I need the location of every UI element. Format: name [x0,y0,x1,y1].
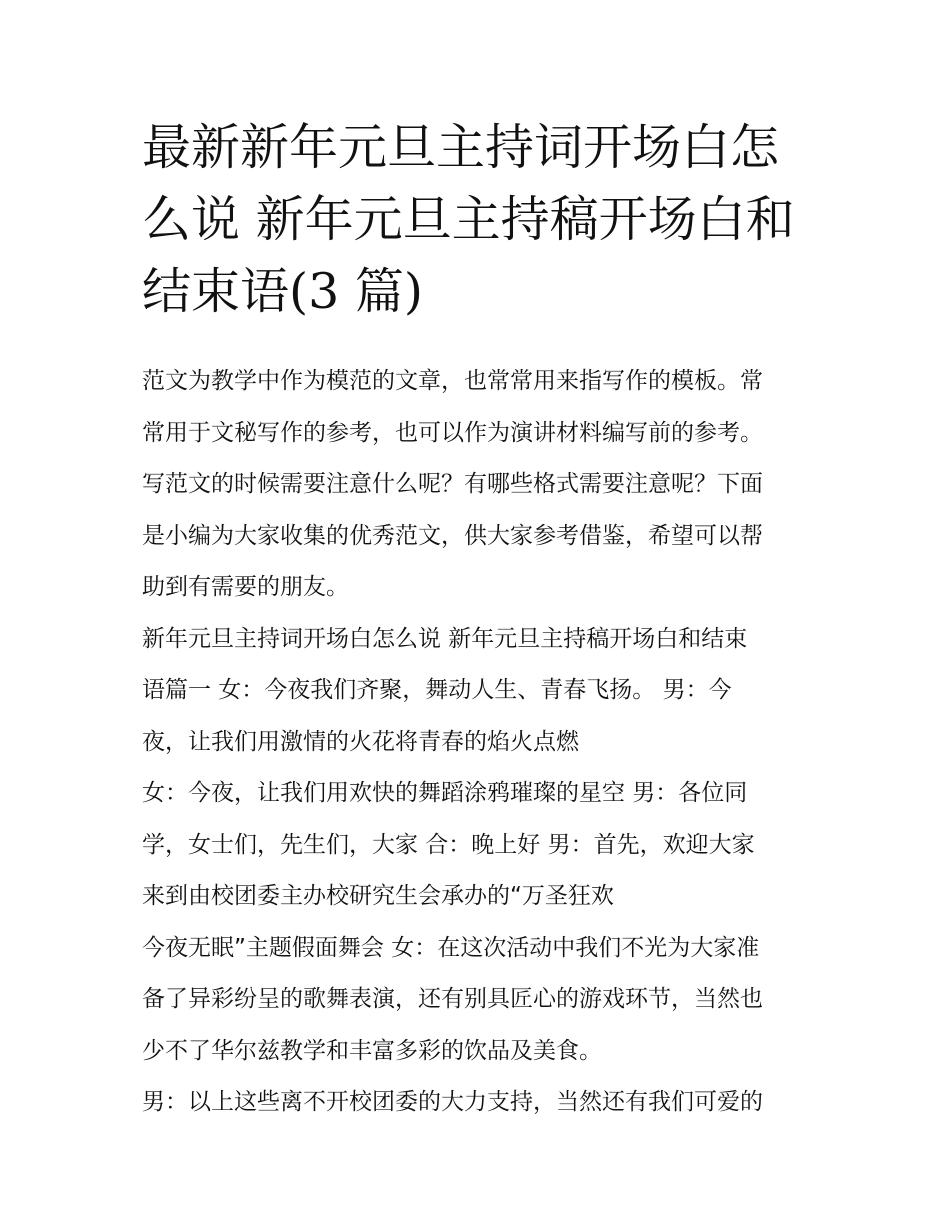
body-line: 语篇一 女：今夜我们齐聚，舞动人生、青春飞扬。 男：今 [142,677,732,703]
document-body [142,356,822,1129]
body-line: 备了异彩纷呈的歌舞表演，还有别具匠心的游戏环节，当然也 [142,986,763,1012]
title-line-2: 么说 新年元旦主持稿开场白和 [142,191,795,248]
body-line: 今夜无眠”主题假面舞会 女：在这次活动中我们不光为大家准 [142,934,760,961]
body-line: 新年元旦主持词开场白怎么说 新年元旦主持稿开场白和结束 [142,625,748,652]
body-line: 助到有需要的朋友。 [142,574,349,600]
title-line-1: 最新新年元旦主持词开场白怎 [142,119,780,176]
body-line: 来到由校团委主办校研究生会承办的“万圣狂欢 [142,883,614,909]
body-line: 夜，让我们用激情的火花将青春的焰火点燃 [142,728,579,755]
body-line: 范文为教学中作为模范的文章，也常常用来指写作的模板。常 [142,368,763,394]
title-line-3: 结束语(3 篇) [142,263,423,320]
body-line: 男：以上这些离不开校团委的大力支持，当然还有我们可爱的 [142,1089,763,1115]
body-line: 常用于文秘写作的参考，也可以作为演讲材料编写前的参考。 [142,419,763,446]
body-line: 女：今夜，让我们用欢快的舞蹈涂鸦璀璨的星空 男：各位同 [142,780,748,806]
body-line: 少不了华尔兹教学和丰富多彩的饮品及美食。 [142,1037,602,1064]
document-title [142,112,822,328]
body-line: 学，女士们，先生们，大家 合：晚上好 男：首先，欢迎大家 [142,831,755,858]
body-line: 是小编为大家收集的优秀范文，供大家参考借鉴，希望可以帮 [142,522,763,549]
body-line: 写范文的时候需要注意什么呢？有哪些格式需要注意呢？下面 [142,471,763,497]
